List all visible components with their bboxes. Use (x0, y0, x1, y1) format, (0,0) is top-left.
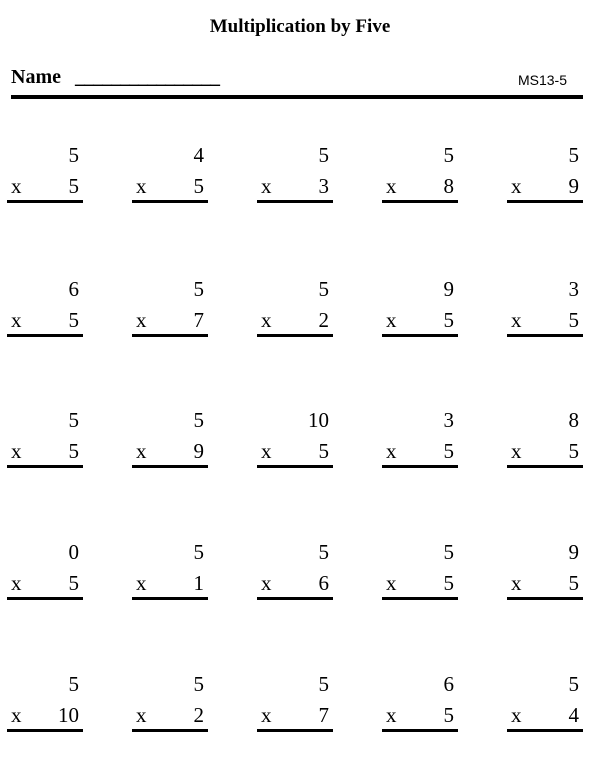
multiplication-problem (132, 540, 208, 604)
multiplication-problem (257, 143, 333, 207)
multiplication-problem (507, 672, 583, 736)
multiplicand: 9 (443, 277, 454, 301)
answer-line[interactable] (507, 334, 583, 337)
multiplicand: 5 (443, 540, 454, 564)
multiply-sign: x (11, 439, 22, 463)
multiplication-problem (132, 143, 208, 207)
multiplication-problem (382, 672, 458, 736)
multiplicand: 5 (318, 540, 329, 564)
multiplier: 5 (443, 571, 454, 595)
answer-line[interactable] (382, 597, 458, 600)
multiplicand: 5 (443, 143, 454, 167)
answer-line[interactable] (257, 597, 333, 600)
multiply-sign: x (511, 571, 522, 595)
multiply-sign: x (261, 308, 272, 332)
name-blank-line[interactable]: ________________ (75, 66, 219, 88)
multiply-sign: x (11, 308, 22, 332)
multiplicand: 5 (318, 672, 329, 696)
answer-line[interactable] (7, 597, 83, 600)
multiply-sign: x (136, 571, 147, 595)
multiply-sign: x (386, 174, 397, 198)
multiplicand: 8 (568, 408, 579, 432)
multiply-sign: x (386, 571, 397, 595)
multiply-sign: x (261, 439, 272, 463)
answer-line[interactable] (7, 334, 83, 337)
multiplier: 8 (443, 174, 454, 198)
multiplication-problem (507, 408, 583, 472)
multiply-sign: x (386, 703, 397, 727)
multiply-sign: x (11, 703, 22, 727)
answer-line[interactable] (132, 334, 208, 337)
answer-line[interactable] (7, 465, 83, 468)
multiplicand: 4 (193, 143, 204, 167)
multiplicand: 5 (318, 277, 329, 301)
multiplier: 7 (193, 308, 204, 332)
worksheet-code: MS13-5 (517, 72, 567, 88)
answer-line[interactable] (382, 465, 458, 468)
multiplicand: 5 (68, 672, 79, 696)
multiplier: 5 (68, 174, 79, 198)
answer-line[interactable] (257, 334, 333, 337)
multiplication-problem (132, 277, 208, 341)
answer-line[interactable] (132, 597, 208, 600)
multiplication-problem (132, 408, 208, 472)
multiplicand: 5 (193, 540, 204, 564)
multiplier: 5 (568, 308, 579, 332)
worksheet-title: Multiplication by Five (209, 16, 391, 37)
multiplicand: 5 (68, 143, 79, 167)
multiplier: 9 (193, 439, 204, 463)
multiplier: 4 (568, 703, 579, 727)
multiplicand: 5 (193, 672, 204, 696)
multiplication-problem (382, 540, 458, 604)
multiplier: 7 (318, 703, 329, 727)
multiplication-problem (7, 408, 83, 472)
multiplicand: 5 (568, 143, 579, 167)
multiplicand: 5 (193, 408, 204, 432)
answer-line[interactable] (132, 729, 208, 732)
multiplicand: 5 (568, 672, 579, 696)
multiplier: 1 (193, 571, 204, 595)
multiplicand: 3 (568, 277, 579, 301)
multiplier: 5 (568, 571, 579, 595)
multiply-sign: x (136, 308, 147, 332)
multiplication-problem (7, 540, 83, 604)
multiplicand: 10 (308, 408, 329, 432)
multiplication-problem (507, 143, 583, 207)
answer-line[interactable] (507, 465, 583, 468)
answer-line[interactable] (7, 200, 83, 203)
multiplication-problem (257, 408, 333, 472)
multiply-sign: x (261, 174, 272, 198)
multiplication-problem (132, 672, 208, 736)
answer-line[interactable] (257, 729, 333, 732)
answer-line[interactable] (7, 729, 83, 732)
multiplication-problem (382, 277, 458, 341)
multiplicand: 6 (443, 672, 454, 696)
multiplier: 2 (318, 308, 329, 332)
multiply-sign: x (261, 703, 272, 727)
answer-line[interactable] (507, 597, 583, 600)
multiplier: 5 (443, 308, 454, 332)
multiply-sign: x (386, 439, 397, 463)
multiplication-problem (507, 540, 583, 604)
multiplicand: 3 (443, 408, 454, 432)
multiply-sign: x (511, 703, 522, 727)
multiplicand: 5 (68, 408, 79, 432)
multiplication-problem (382, 143, 458, 207)
multiplication-problem (257, 540, 333, 604)
multiplier: 3 (318, 174, 329, 198)
multiplication-problem (7, 277, 83, 341)
multiplier: 5 (318, 439, 329, 463)
multiply-sign: x (511, 439, 522, 463)
answer-line[interactable] (132, 465, 208, 468)
multiplication-problem (382, 408, 458, 472)
multiply-sign: x (511, 308, 522, 332)
multiplier: 9 (568, 174, 579, 198)
answer-line[interactable] (507, 729, 583, 732)
name-label: Name (11, 66, 61, 88)
answer-line[interactable] (382, 200, 458, 203)
multiplier: 5 (68, 571, 79, 595)
multiplier: 5 (443, 703, 454, 727)
multiplier: 10 (58, 703, 79, 727)
multiplier: 5 (443, 439, 454, 463)
answer-line[interactable] (257, 200, 333, 203)
multiplication-problem (7, 672, 83, 736)
multiply-sign: x (386, 308, 397, 332)
multiplication-problem (7, 143, 83, 207)
answer-line[interactable] (382, 334, 458, 337)
multiply-sign: x (136, 174, 147, 198)
multiplication-problem (257, 277, 333, 341)
multiply-sign: x (11, 571, 22, 595)
multiplier: 5 (193, 174, 204, 198)
multiplicand: 0 (68, 540, 79, 564)
multiplier: 5 (68, 439, 79, 463)
multiply-sign: x (511, 174, 522, 198)
multiplicand: 5 (318, 143, 329, 167)
answer-line[interactable] (132, 200, 208, 203)
multiplicand: 9 (568, 540, 579, 564)
multiply-sign: x (261, 571, 272, 595)
multiplicand: 6 (68, 277, 79, 301)
answer-line[interactable] (257, 465, 333, 468)
multiplier: 5 (68, 308, 79, 332)
multiplier: 5 (568, 439, 579, 463)
multiplication-problem (507, 277, 583, 341)
multiply-sign: x (136, 703, 147, 727)
multiplier: 6 (318, 571, 329, 595)
answer-line[interactable] (507, 200, 583, 203)
multiplicand: 5 (193, 277, 204, 301)
multiply-sign: x (11, 174, 22, 198)
answer-line[interactable] (382, 729, 458, 732)
multiply-sign: x (136, 439, 147, 463)
multiplication-problem (257, 672, 333, 736)
multiplier: 2 (193, 703, 204, 727)
